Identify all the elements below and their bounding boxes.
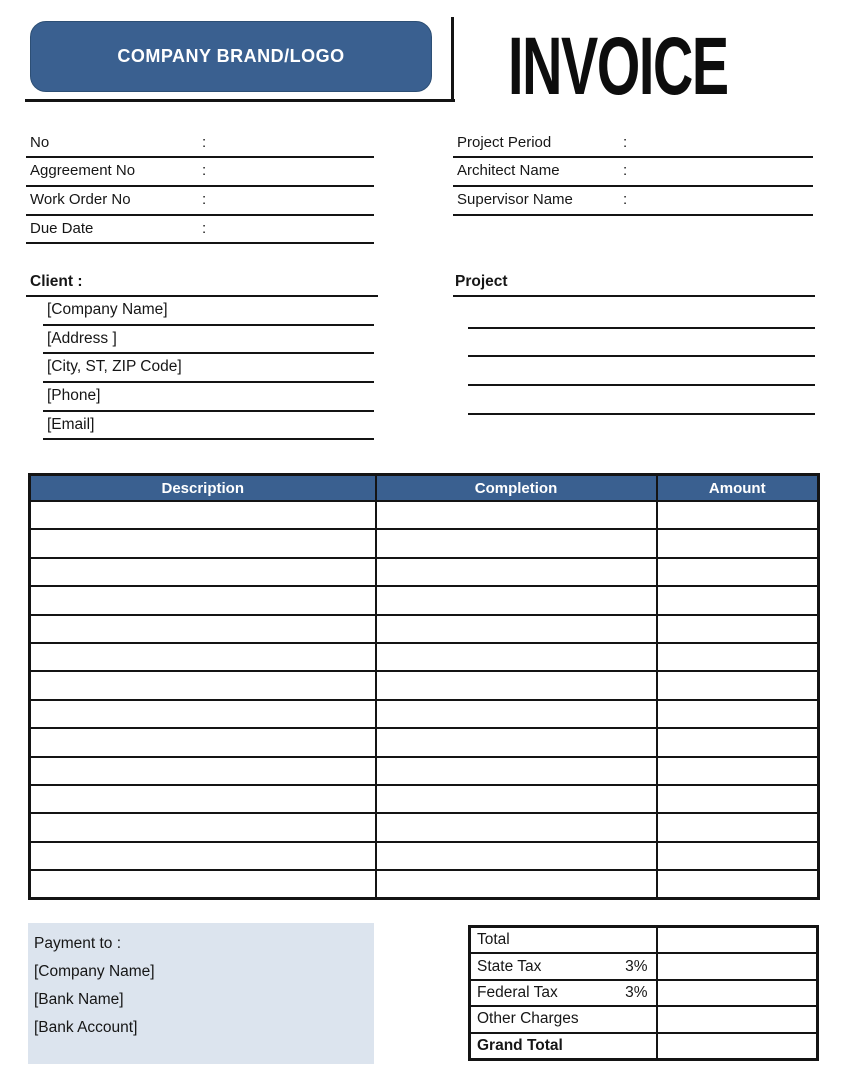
- payment-bank-name[interactable]: [Bank Name]: [34, 991, 124, 1008]
- items-table: [28, 473, 820, 900]
- item-cell[interactable]: [657, 870, 819, 899]
- item-row: [30, 728, 819, 756]
- item-row: [30, 529, 819, 557]
- field-architect-name[interactable]: [453, 158, 813, 187]
- column-header-completion: Completion: [376, 475, 657, 502]
- items-table-body: [30, 501, 819, 899]
- item-cell[interactable]: [657, 615, 819, 643]
- totals-total-label-cell: [470, 927, 657, 954]
- item-cell[interactable]: [376, 813, 657, 841]
- item-row: [30, 757, 819, 785]
- page-title: INVOICE: [508, 21, 728, 112]
- client-city-line[interactable]: [City, ST, ZIP Code]: [43, 354, 374, 383]
- item-cell[interactable]: [657, 671, 819, 699]
- project-blank-line[interactable]: [468, 386, 815, 415]
- project-blank-line[interactable]: [468, 300, 815, 329]
- item-cell[interactable]: [657, 842, 819, 870]
- column-header-amount: Amount: [657, 475, 819, 502]
- totals-row-state-tax: [470, 953, 818, 979]
- item-cell[interactable]: [657, 700, 819, 728]
- item-cell[interactable]: [376, 700, 657, 728]
- items-header-row: [30, 475, 819, 502]
- item-cell[interactable]: [376, 728, 657, 756]
- project-blank-line[interactable]: [468, 357, 815, 386]
- totals-grand-total-label: Grand Total: [477, 1036, 563, 1054]
- client-heading: Client :: [26, 269, 378, 297]
- totals-grand-total-value-cell[interactable]: [657, 1033, 818, 1060]
- field-agreement-no[interactable]: [26, 158, 374, 187]
- item-cell[interactable]: [376, 586, 657, 614]
- invoice-meta-left: [26, 130, 374, 245]
- item-cell[interactable]: [376, 615, 657, 643]
- totals-row-other-charges: [470, 1006, 818, 1032]
- company-logo-label: COMPANY BRAND/LOGO: [117, 46, 345, 66]
- field-no[interactable]: [26, 130, 374, 159]
- item-cell[interactable]: [657, 529, 819, 557]
- item-cell[interactable]: [376, 558, 657, 586]
- item-cell[interactable]: [657, 643, 819, 671]
- payment-bank-account[interactable]: [Bank Account]: [34, 1019, 138, 1036]
- totals-federal-tax-label: Federal Tax: [477, 983, 558, 1001]
- item-row: [30, 870, 819, 899]
- item-cell[interactable]: [376, 671, 657, 699]
- field-separator: :: [623, 133, 628, 151]
- client-lines: [43, 297, 374, 440]
- item-cell[interactable]: [30, 757, 376, 785]
- totals-total-label: Total: [477, 931, 510, 949]
- item-cell[interactable]: [376, 501, 657, 529]
- totals-row-total: [470, 927, 818, 954]
- item-cell[interactable]: [30, 785, 376, 813]
- item-cell[interactable]: [657, 728, 819, 756]
- header-divider-vertical: [451, 17, 454, 102]
- field-work-order-no[interactable]: [26, 187, 374, 216]
- item-row: [30, 700, 819, 728]
- item-row: [30, 586, 819, 614]
- field-separator: :: [202, 133, 207, 151]
- item-cell[interactable]: [657, 558, 819, 586]
- client-phone-line[interactable]: [Phone]: [43, 383, 374, 412]
- item-cell[interactable]: [30, 586, 376, 614]
- payment-heading: Payment to :: [34, 935, 122, 952]
- item-cell[interactable]: [30, 558, 376, 586]
- field-no-label: No: [30, 133, 50, 151]
- project-lines: [468, 300, 815, 415]
- field-separator: :: [202, 190, 207, 208]
- field-separator: :: [202, 162, 207, 180]
- totals-federal-tax-rate: 3%: [625, 983, 648, 1001]
- item-cell[interactable]: [657, 501, 819, 529]
- payment-company-name[interactable]: [Company Name]: [34, 963, 155, 980]
- project-heading: Project: [453, 269, 815, 297]
- totals-total-value-cell[interactable]: [657, 927, 818, 954]
- item-cell[interactable]: [30, 813, 376, 841]
- item-cell[interactable]: [657, 813, 819, 841]
- totals-other-charges-label-cell: [470, 1006, 657, 1032]
- item-cell[interactable]: [30, 700, 376, 728]
- column-header-description: Description: [30, 475, 376, 502]
- item-row: [30, 813, 819, 841]
- field-due-date-label: Due Date: [30, 219, 94, 237]
- field-agreement-no-label: Aggreement No: [30, 162, 136, 180]
- item-row: [30, 785, 819, 813]
- payment-to-box: [28, 923, 374, 1064]
- item-cell[interactable]: [376, 870, 657, 899]
- item-cell[interactable]: [376, 643, 657, 671]
- item-row: [30, 643, 819, 671]
- item-cell[interactable]: [657, 785, 819, 813]
- field-separator: :: [623, 190, 628, 208]
- item-row: [30, 501, 819, 529]
- item-cell[interactable]: [30, 643, 376, 671]
- totals-row-grand-total: [470, 1033, 818, 1060]
- item-cell[interactable]: [376, 529, 657, 557]
- field-project-period[interactable]: [453, 130, 813, 159]
- item-cell[interactable]: [376, 842, 657, 870]
- field-separator: :: [202, 219, 207, 237]
- client-email-line[interactable]: [Email]: [43, 412, 374, 441]
- item-cell[interactable]: [30, 671, 376, 699]
- field-architect-name-label: Architect Name: [457, 162, 560, 180]
- item-cell[interactable]: [376, 785, 657, 813]
- field-work-order-no-label: Work Order No: [30, 190, 131, 208]
- totals-grand-total-label-cell: [470, 1033, 657, 1060]
- totals-state-tax-value-cell[interactable]: [657, 953, 818, 979]
- field-supervisor-name-label: Supervisor Name: [457, 190, 573, 208]
- item-cell[interactable]: [30, 842, 376, 870]
- totals-federal-tax-value-cell[interactable]: [657, 980, 818, 1006]
- totals-table: [468, 925, 819, 1061]
- field-project-period-label: Project Period: [457, 133, 552, 151]
- item-cell[interactable]: [376, 757, 657, 785]
- item-row: [30, 558, 819, 586]
- item-row: [30, 842, 819, 870]
- item-cell[interactable]: [657, 757, 819, 785]
- field-separator: :: [623, 162, 628, 180]
- totals-other-charges-label: Other Charges: [477, 1010, 579, 1028]
- item-cell[interactable]: [30, 501, 376, 529]
- field-due-date[interactable]: [26, 216, 374, 245]
- item-cell[interactable]: [30, 728, 376, 756]
- client-company-name-line[interactable]: [Company Name]: [43, 297, 374, 326]
- company-logo-placeholder[interactable]: [30, 21, 432, 92]
- item-cell[interactable]: [30, 870, 376, 899]
- field-supervisor-name[interactable]: [453, 187, 813, 216]
- item-cell[interactable]: [30, 615, 376, 643]
- item-row: [30, 671, 819, 699]
- totals-state-tax-rate: 3%: [625, 957, 648, 975]
- item-row: [30, 615, 819, 643]
- item-cell[interactable]: [30, 529, 376, 557]
- totals-other-charges-value-cell[interactable]: [657, 1006, 818, 1032]
- totals-state-tax-label-cell: [470, 953, 657, 979]
- header-divider-horizontal: [25, 99, 455, 102]
- totals-state-tax-label: State Tax: [477, 957, 542, 975]
- invoice-meta-right: [453, 130, 813, 216]
- client-address-line[interactable]: [Address ]: [43, 326, 374, 355]
- item-cell[interactable]: [657, 586, 819, 614]
- totals-federal-tax-label-cell: [470, 980, 657, 1006]
- project-blank-line[interactable]: [468, 329, 815, 358]
- totals-row-federal-tax: [470, 980, 818, 1006]
